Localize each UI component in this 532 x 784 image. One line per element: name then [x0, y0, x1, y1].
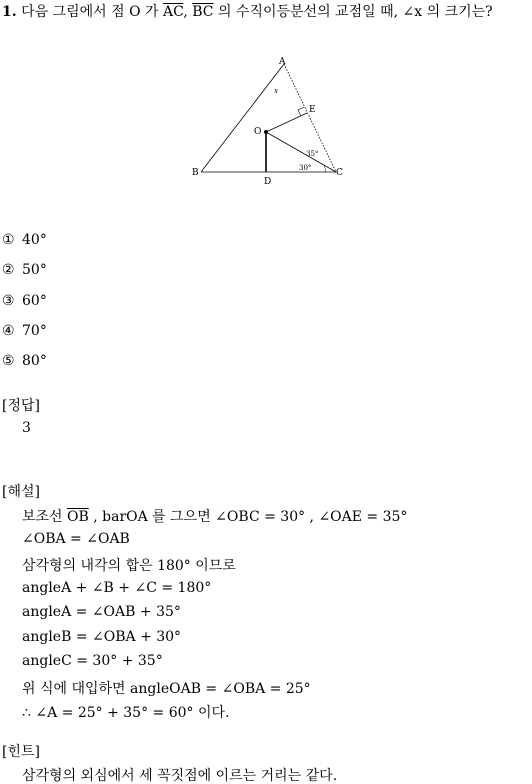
- explanation-line-1: [22, 506, 407, 526]
- answer-value: 3: [22, 420, 31, 436]
- label-e: E: [309, 105, 316, 115]
- label-d: D: [264, 177, 272, 187]
- choice-2[interactable]: [2, 262, 47, 278]
- label-a: A: [279, 57, 286, 67]
- label-x: x: [274, 87, 278, 95]
- label-angle-30: 30°: [299, 164, 312, 172]
- choice-text: 50°: [22, 262, 47, 278]
- explanation-line: ∠OBA = ∠OAB: [22, 531, 130, 547]
- triangle-figure: [0, 0, 532, 200]
- explanation-label: [해설]: [2, 484, 40, 500]
- choice-mark: ③: [2, 293, 15, 309]
- choice-mark: ⑤: [2, 353, 15, 369]
- hint-label: [힌트]: [2, 744, 40, 760]
- choice-3[interactable]: [2, 293, 47, 309]
- answer-label: [정답]: [2, 398, 40, 414]
- choice-4[interactable]: [2, 323, 47, 339]
- choice-1[interactable]: [2, 232, 47, 248]
- choice-mark: ④: [2, 323, 15, 339]
- choice-text: 60°: [22, 293, 47, 309]
- label-angle-35: 35°: [306, 150, 319, 158]
- label-b: B: [192, 168, 199, 178]
- explanation-line: angleA + ∠B + ∠C = 180°: [22, 580, 212, 596]
- label-c: C: [336, 168, 343, 178]
- choice-text: 70°: [22, 323, 47, 339]
- explanation-line-1-post: , barOA 를 그으면 ∠OBC = 30° , ∠OAE = 35°: [88, 509, 408, 525]
- label-o: O: [254, 127, 262, 137]
- segment-ac: $\overline{AC}$: [163, 4, 184, 20]
- explanation-line: 위 식에 대입하면 angleOAB = ∠OBA = 25°: [22, 681, 311, 697]
- choice-5[interactable]: [2, 353, 47, 369]
- explanation-line: 삼각형의 내각의 합은 180° 이므로: [22, 558, 236, 574]
- choice-text: 80°: [22, 353, 47, 369]
- choice-mark: ①: [2, 232, 15, 248]
- explanation-line: angleA = ∠OAB + 35°: [22, 604, 181, 620]
- choice-mark: ②: [2, 262, 15, 278]
- explanation-line-1-pre: 보조선: [22, 509, 68, 525]
- question-number: 1.: [2, 4, 17, 20]
- question-text-before: 다음 그림에서 점 O 가: [16, 4, 163, 20]
- side-ab: [201, 64, 284, 172]
- hint-text: 삼각형의 외심에서 세 꼭짓점에 이르는 거리는 같다.: [22, 768, 338, 784]
- explanation-line: ∴ ∠A = 25° + 35° = 60° 이다.: [22, 705, 230, 721]
- explanation-line: angleB = ∠OBA + 30°: [22, 629, 182, 645]
- choice-text: 40°: [22, 232, 47, 248]
- segment-bc: $\overline{BC}$: [192, 4, 214, 20]
- question-sep: ,: [183, 4, 193, 20]
- segment-ob: $\overline{OB}$: [67, 509, 89, 525]
- explanation-line: angleC = 30° + 35°: [22, 653, 163, 669]
- point-o: [264, 130, 268, 134]
- question-text-after: 의 수직이등분선의 교점일 때, ∠x 의 크기는?: [213, 4, 493, 20]
